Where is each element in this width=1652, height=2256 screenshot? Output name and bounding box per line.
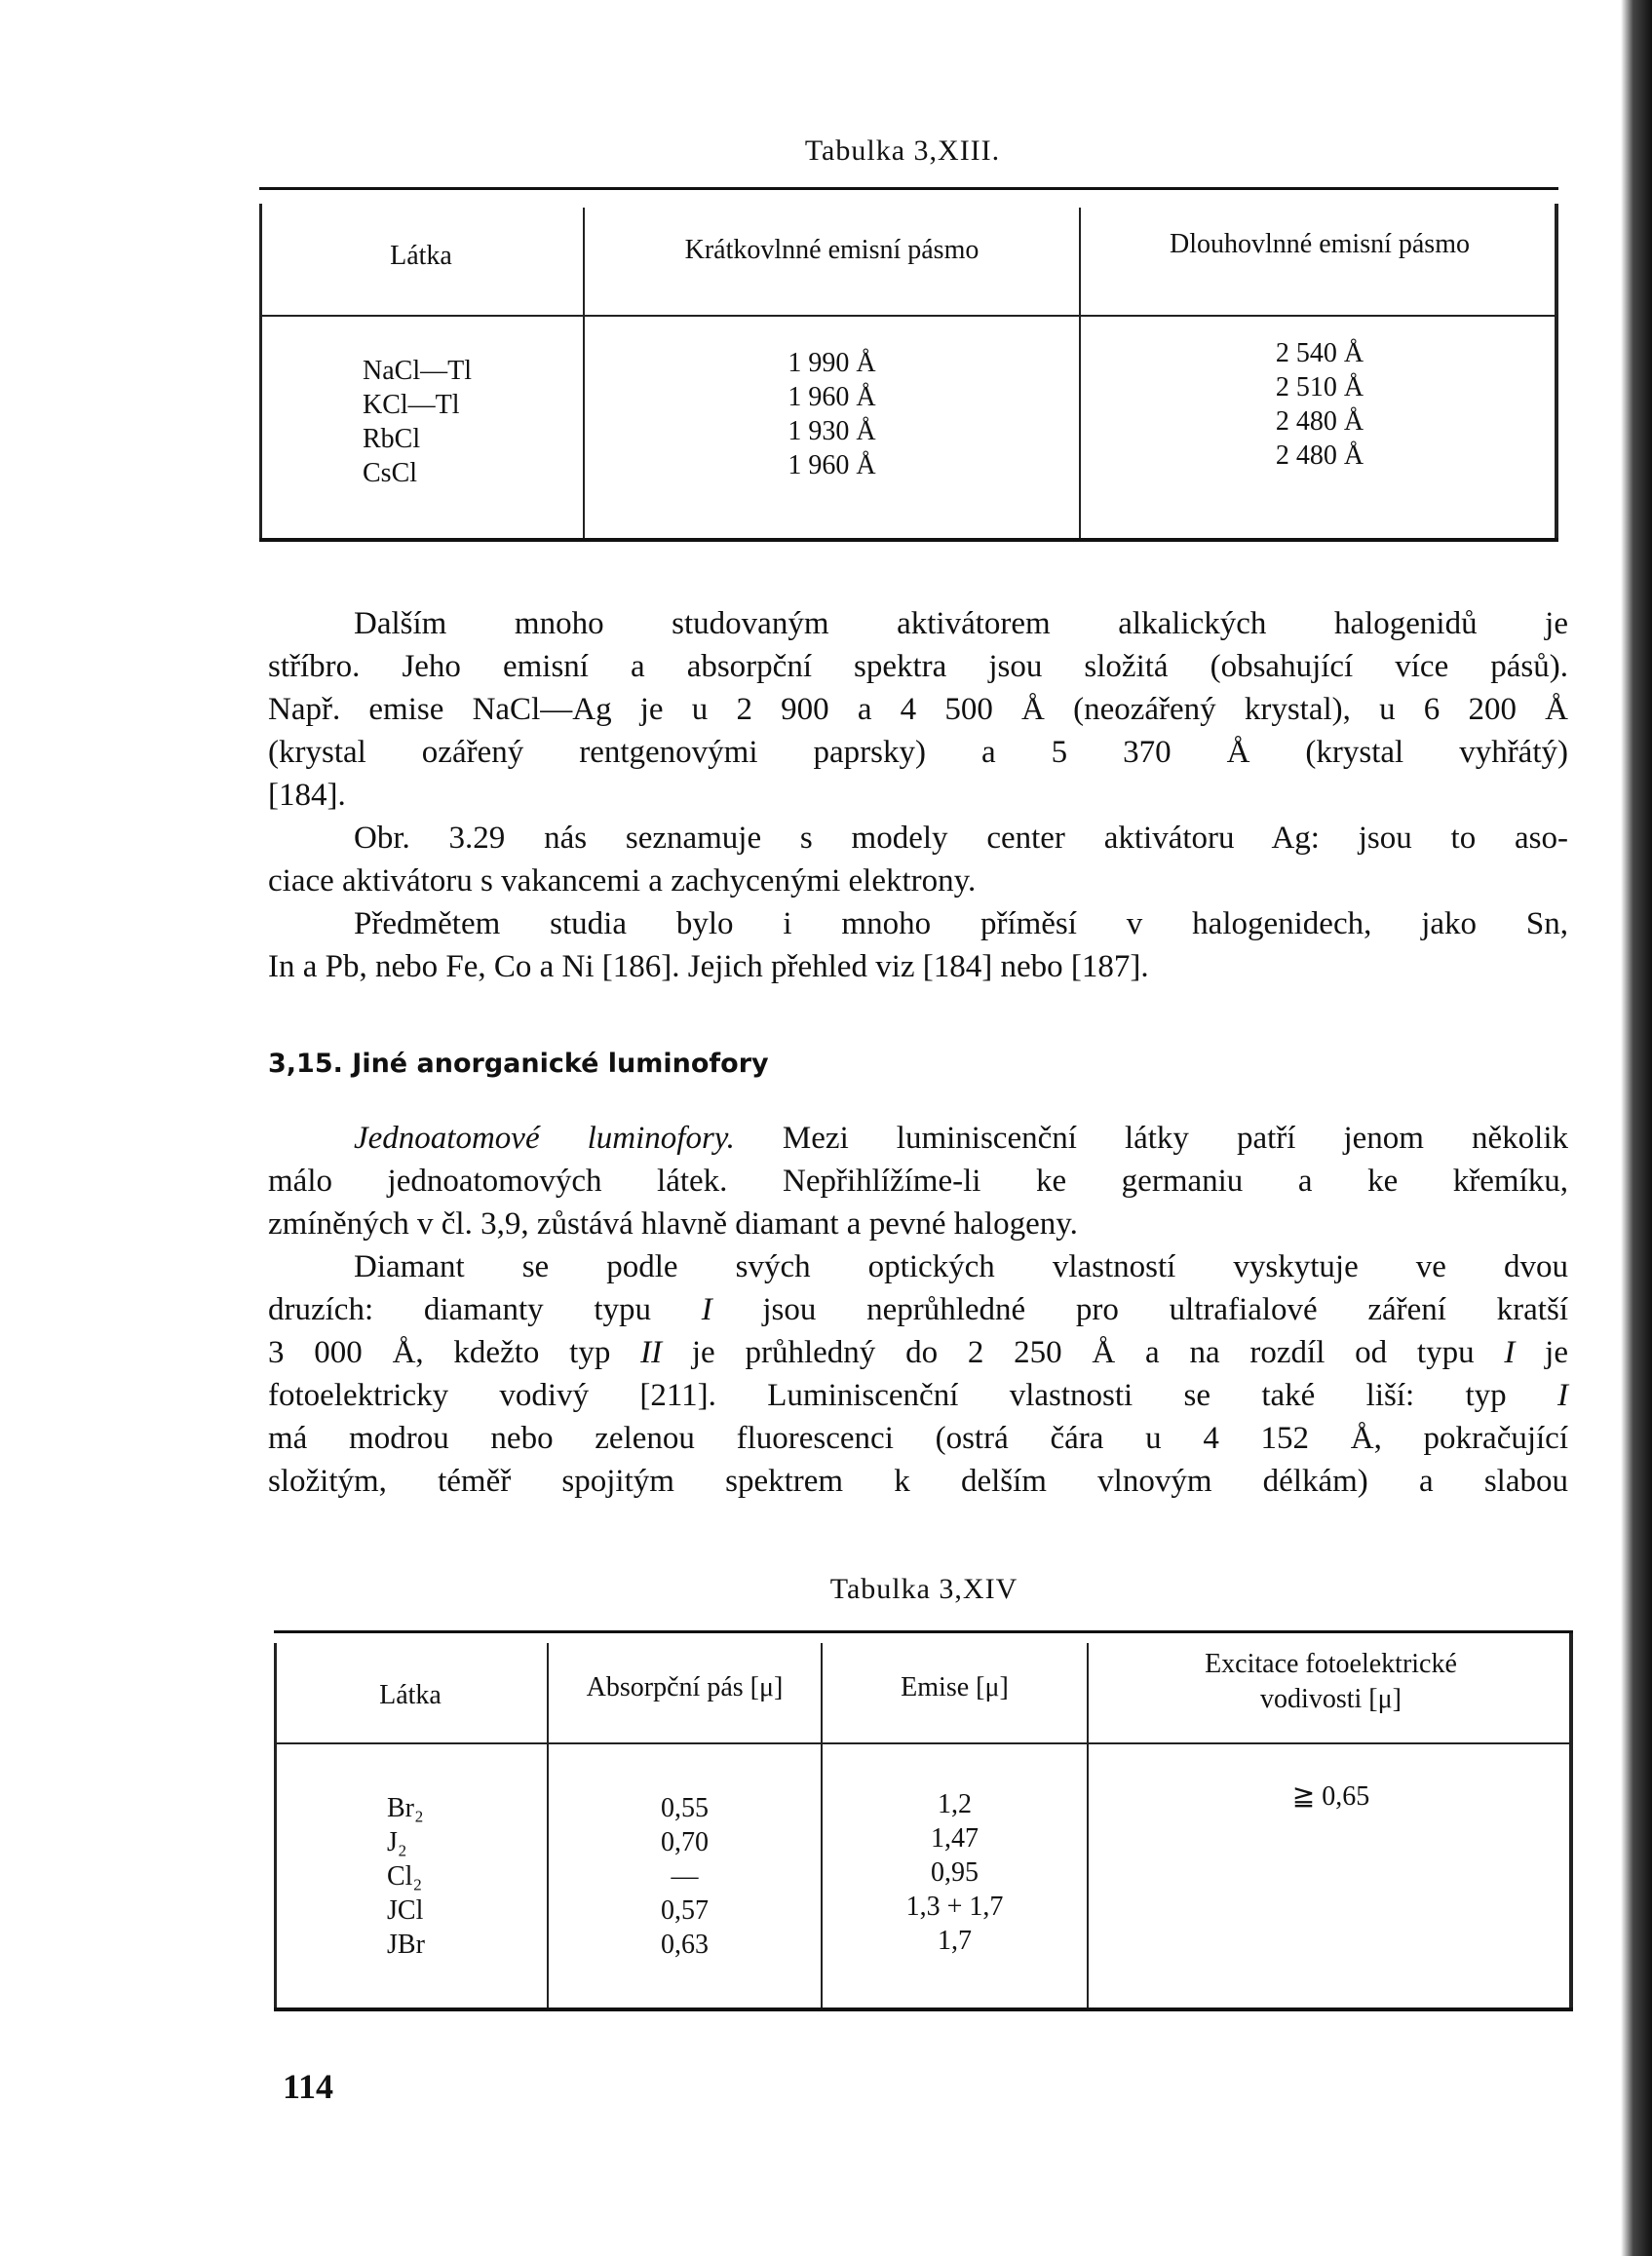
table-cell: — [671, 1861, 699, 1892]
text-line [268, 817, 1568, 860]
table1 [259, 187, 1558, 542]
text-segment: má modrou nebo zelenou fluorescenci (ostrá čára u 4 152 Å, pokračující [268, 1421, 1568, 1456]
text-segment: je průhledný do 2 250 Å a na rozdíl od typu [662, 1335, 1505, 1370]
table-cell: J₂ [387, 1827, 407, 1857]
italic-text: II [640, 1335, 663, 1370]
text-segment: ciace aktivátoru s vakancemi a zachycenými elektrony. [268, 863, 977, 899]
text-line [268, 1331, 1568, 1374]
table-cell: 1 960 Å [788, 450, 876, 480]
table-cell: 1 960 Å [788, 382, 876, 412]
table1-header-short: Krátkovlnné emisní pásmo [684, 235, 980, 265]
table1-header-substance: Látka [390, 241, 452, 271]
text-segment: fotoelektricky vodivý [211]. Luminiscenční vlastnosti se také liší: typ [268, 1378, 1557, 1413]
text-line [268, 1117, 1568, 1160]
table-cell: KCl—Tl [363, 390, 460, 420]
table-cell: 1,47 [931, 1823, 979, 1854]
text-segment: jsou neprůhledné pro ultrafialové záření kratší [711, 1292, 1568, 1327]
table-cell: 1 990 Å [788, 348, 876, 378]
header-line: vodivosti [μ] [1260, 1684, 1402, 1714]
text-line [268, 1203, 1568, 1245]
text-line [268, 945, 1568, 988]
text-line [268, 645, 1568, 688]
table-cell: ≧ 0,65 [1291, 1781, 1370, 1812]
text-segment: zmíněných v čl. 3,9, zůstává hlavně diamant a pevné halogeny. [268, 1206, 1078, 1242]
italic-text: I [701, 1292, 712, 1327]
table2-header-rule [274, 1742, 1573, 1744]
section-heading: 3,15. Jiné anorganické luminofory [268, 1049, 769, 1079]
italic-text: I [1504, 1335, 1516, 1370]
paragraph-silver-activator [268, 602, 1568, 988]
table-cell: 2 540 Å [1275, 338, 1364, 368]
table-cell: Br₂ [387, 1793, 424, 1823]
table1-header-rule [259, 315, 1558, 317]
text-line [268, 860, 1568, 902]
text-line [268, 731, 1568, 774]
table1-col-substance [363, 354, 577, 490]
text-segment: Např. emise NaCl—Ag je u 2 900 a 4 500 Å (neozářený krystal), u 6 200 Å [268, 692, 1568, 727]
table2 [274, 1630, 1573, 2011]
table2-header-substance: Látka [379, 1680, 442, 1710]
text-segment: málo jednoatomových látek. Nepřihlížíme-li ke germaniu a ke křemíku, [268, 1164, 1568, 1199]
text-line [268, 1288, 1568, 1331]
table1-header-long: Dlouhovlnné emisní pásmo [1170, 229, 1470, 259]
table-cell: 0,55 [661, 1793, 709, 1823]
table2-col-substance [387, 1791, 543, 1962]
text-segment: je [1515, 1335, 1568, 1370]
text-line [268, 602, 1568, 645]
text-segment: druzích: diamanty typu [268, 1292, 702, 1327]
table2-header-excitation [1089, 1647, 1573, 1717]
text-segment: [184]. [268, 778, 346, 813]
text-line [268, 1374, 1568, 1417]
table-cell: 1,3 + 1,7 [905, 1892, 1004, 1922]
table-cell: 1 930 Å [788, 416, 876, 446]
table1-caption: Tabulka 3,XIII. [804, 134, 1001, 167]
text-segment: Dalším mnoho studovaným aktivátorem alkalických halogenidů je [354, 606, 1568, 641]
text-segment: In a Pb, nebo Fe, Co a Ni [186]. Jejich přehled viz [184] nebo [187]. [268, 949, 1149, 984]
table-cell: CsCl [363, 458, 418, 488]
table-cell: 2 480 Å [1275, 440, 1364, 471]
text-segment: Obr. 3.29 nás seznamuje s modely center aktivátoru Ag: jsou to aso- [354, 821, 1568, 856]
table-cell: RbCl [363, 424, 421, 454]
text-segment: (krystal ozářený rentgenovými paprsky) a 5 370 Å (krystal vyhřátý) [268, 735, 1568, 770]
table-cell: Cl₂ [387, 1861, 423, 1892]
table-cell: 1,2 [938, 1789, 972, 1819]
table2-header-absorption: Absorpční pás [μ] [586, 1672, 784, 1702]
text-line [268, 1160, 1568, 1203]
text-segment: Mezi luminiscenční látky patří jenom několik [734, 1121, 1569, 1156]
text-line [268, 688, 1568, 731]
text-segment: Diamant se podle svých optických vlastností vyskytuje ve dvou [354, 1249, 1568, 1284]
table1-col-long [1081, 336, 1558, 473]
text-line [268, 902, 1568, 945]
paragraph-monoatomic-luminophores [268, 1117, 1568, 1503]
table2-col-emission [823, 1787, 1087, 1958]
table2-header-emission: Emise [μ] [901, 1672, 1009, 1702]
table-cell: 0,70 [661, 1827, 709, 1857]
table-cell: 1,7 [938, 1926, 972, 1956]
table-cell: 0,57 [661, 1895, 709, 1926]
table-cell: 2 510 Å [1275, 372, 1364, 402]
text-segment: Předmětem studia bylo i mnoho příměsí v halogenidech, jako Sn, [354, 906, 1568, 941]
table-cell: 0,63 [661, 1930, 709, 1960]
italic-text: I [1557, 1378, 1568, 1413]
table-cell: 0,95 [931, 1857, 979, 1888]
table-cell: 2 480 Å [1275, 406, 1364, 437]
scan-edge-shadow [1621, 0, 1652, 2256]
text-segment: složitým, téměř spojitým spektrem k delším vlnovým délkám) a slabou [268, 1464, 1568, 1499]
text-line [268, 774, 1568, 817]
table-cell: JCl [387, 1895, 424, 1926]
italic-text: Jednoatomové luminofory. [354, 1121, 735, 1156]
table1-col-short [585, 346, 1079, 482]
page-number: 114 [283, 2067, 334, 2106]
text-line [268, 1245, 1568, 1288]
header-line: Excitace fotoelektrické [1205, 1649, 1457, 1679]
table2-col-excitation [1089, 1779, 1573, 1814]
text-line [268, 1417, 1568, 1460]
text-segment: stříbro. Jeho emisní a absorpční spektra jsou složitá (obsahující více pásů). [268, 649, 1568, 684]
table2-caption: Tabulka 3,XIV [829, 1573, 1018, 1605]
table2-col-absorption [549, 1791, 821, 1962]
text-line [268, 1460, 1568, 1503]
text-segment: 3 000 Å, kdežto typ [268, 1335, 641, 1370]
table-cell: NaCl—Tl [363, 356, 472, 386]
table-cell: JBr [387, 1930, 425, 1960]
